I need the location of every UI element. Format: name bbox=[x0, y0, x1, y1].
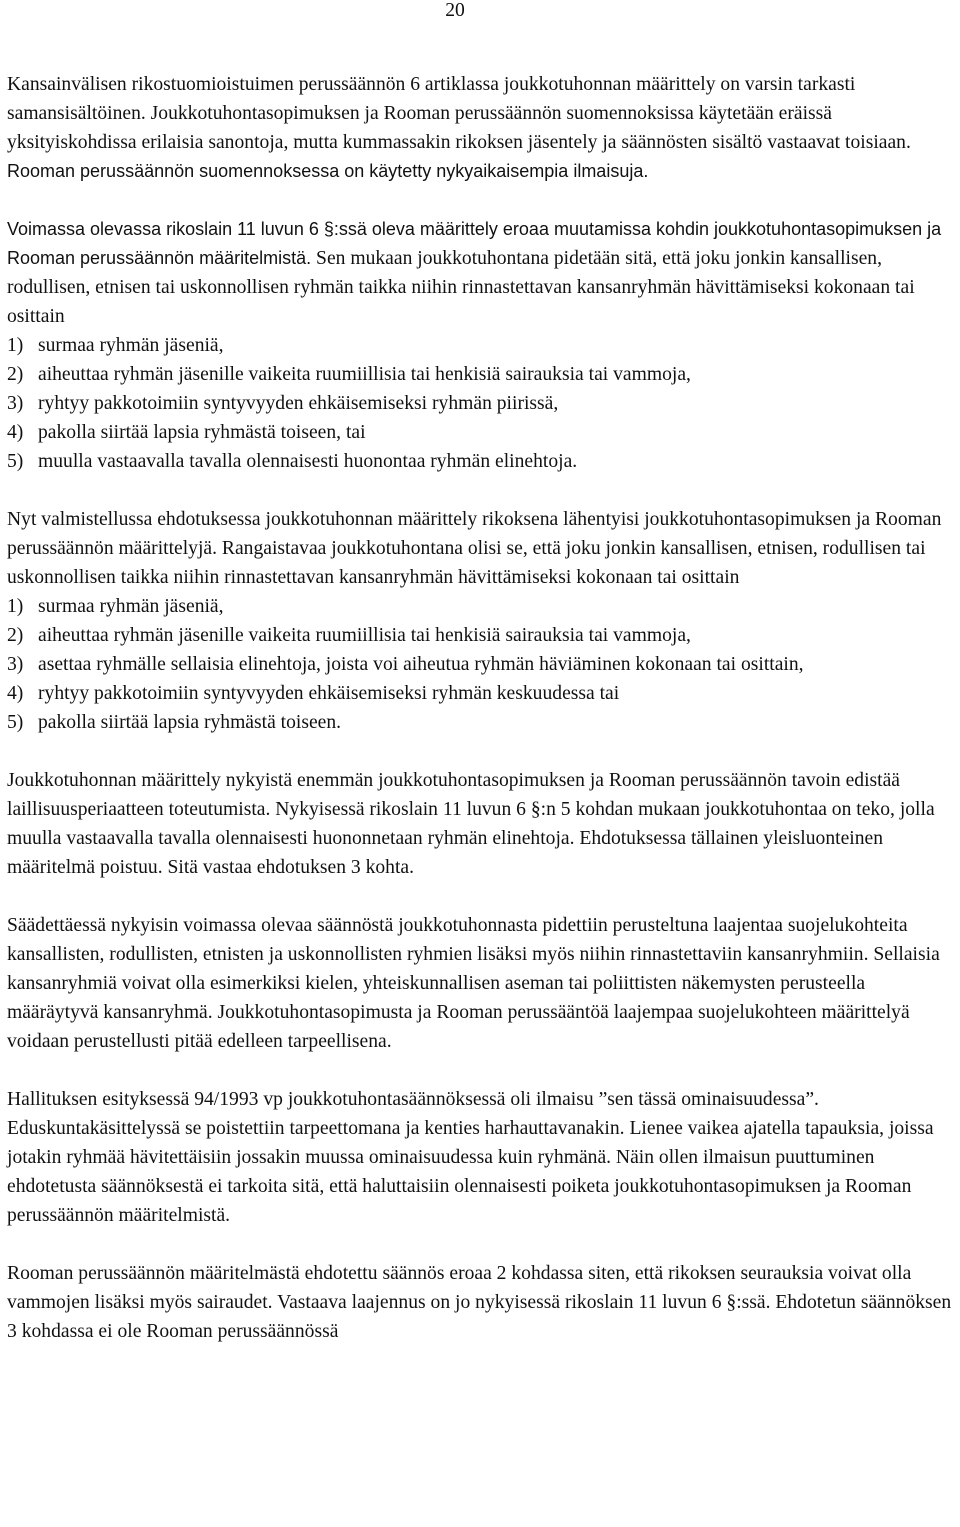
list-item bbox=[7, 360, 955, 389]
list-item-text: ryhtyy pakkotoimiin syntyvyyden ehkäisemiseksi ryhmän keskuudessa tai bbox=[38, 683, 620, 704]
list-item bbox=[7, 389, 955, 418]
paragraph-6: Hallituksen esityksessä 94/1993 vp joukkotuhontasäännöksessä oli ilmaisu ”sen tässä ominaisuudessa”. Eduskuntakäsittelyssä se poistettiin tarpeettomana ja kenties harhauttavanakin. Lienee vaikea ajatella tapauksia, joissa jotakin ryhmää hävitettäisiin jossakin muussa ominaisuudessa kuin ryhmänä. Näin ollen ilmaisun puuttuminen ehdotetusta säännöksestä ei tarkoita sitä, että haluttaisiin olennaisesti poiketa joukkotuhontasopimuksen ja Rooman perussäännön määritelmistä. bbox=[7, 1089, 934, 1226]
list-item bbox=[7, 592, 955, 621]
document-body bbox=[7, 70, 955, 1346]
list-item-number: 5) bbox=[7, 712, 24, 733]
list-item-number: 4) bbox=[7, 683, 24, 704]
list-item-number: 2) bbox=[7, 364, 24, 385]
list-item-number: 3) bbox=[7, 393, 24, 414]
list-item-number: 5) bbox=[7, 451, 24, 472]
list-item-text: surmaa ryhmän jäseniä, bbox=[38, 596, 224, 617]
paragraph-4: Joukkotuhonnan määrittely nykyistä enemmän joukkotuhontasopimuksen ja Rooman perussäännön tavoin edistää laillisuusperiaatteen toteutumista. Nykyisessä rikoslain 11 luvun 6 §:n 5 kohdan mukaan joukkotuhontaa on teko, jolla muulla vastaavalla tavalla olennaisesti huononnetaan ryhmän elinehtoja. Ehdotuksessa tällainen yleisluonteinen määritelmä poistuu. Sitä vastaa ehdotuksen 3 kohta. bbox=[7, 770, 935, 878]
list-item bbox=[7, 331, 955, 360]
page-number: 20 bbox=[445, 0, 465, 21]
list-item bbox=[7, 708, 955, 737]
paragraph-7: Rooman perussäännön määritelmästä ehdotettu säännös eroaa 2 kohdassa siten, että rikoksen seurauksia voivat olla vammojen lisäksi myös sairaudet. Vastaava laajennus on jo nykyisessä rikoslain 11 luvun 6 §:ssä. Ehdotetun säännöksen 3 kohdassa ei ole Rooman perussäännössä bbox=[7, 1263, 952, 1342]
list-item-number: 4) bbox=[7, 422, 24, 443]
list-item-text: aiheuttaa ryhmän jäsenille vaikeita ruumiillisia tai henkisiä sairauksia tai vammoja, bbox=[38, 364, 691, 385]
list-item-number: 2) bbox=[7, 625, 24, 646]
proposal-list bbox=[7, 592, 955, 737]
list-item-number: 1) bbox=[7, 335, 24, 356]
list-item bbox=[7, 650, 955, 679]
list-item-text: pakolla siirtää lapsia ryhmästä toiseen. bbox=[38, 712, 342, 733]
paragraph-3: Nyt valmistellussa ehdotuksessa joukkotuhonnan määrittely rikoksena lähentyisi joukkotuhontasopimuksen ja Rooman perussäännön määrittelyjä. Rangaistavaa joukkotuhontana olisi se, että joku jonkin kansallisen, etnisen, rodullisen tai uskonnollisen taikka niihin rinnastettavan kansanryhmän hävittämiseksi kokonaan tai osittain bbox=[7, 509, 942, 588]
list-item bbox=[7, 418, 955, 447]
list-item bbox=[7, 679, 955, 708]
paragraph-1 bbox=[7, 70, 955, 186]
list-item bbox=[7, 621, 955, 650]
list-item-number: 1) bbox=[7, 596, 24, 617]
paragraph-2 bbox=[7, 215, 955, 331]
paragraph-2-sans-text: Voimassa olevassa rikoslain 11 luvun 6 §:ssä oleva määrittely eroaa muutamissa kohdin joukkotuhontasopimuksen ja Rooman perussäännön määritelmistä. bbox=[7, 219, 942, 268]
list-item-text: aiheuttaa ryhmän jäsenille vaikeita ruumiillisia tai henkisiä sairauksia tai vammoja, bbox=[38, 625, 691, 646]
list-item-text: muulla vastaavalla tavalla olennaisesti huonontaa ryhmän elinehtoja. bbox=[38, 451, 578, 472]
paragraph-2-serif-text: Sen mukaan joukkotuhontana pidetään sitä, että joku jonkin kansallisen, rodullisen, etnisen tai uskonnollisen ryhmän taikka niihin rinnastettavan kansanryhmän hävittämiseksi kokonaan tai osittain bbox=[7, 248, 915, 327]
list-item-text: pakolla siirtää lapsia ryhmästä toiseen, tai bbox=[38, 422, 366, 443]
list-item-number: 3) bbox=[7, 654, 24, 675]
paragraph-5: Säädettäessä nykyisin voimassa olevaa säännöstä joukkotuhonnasta pidettiin perusteltuna laajentaa suojelukohteita kansallisten, rodullisten, etnisten ja uskonnollisten ryhmien lisäksi myös niihin rinnastettaviin kansanryhmiin. Sellaisia kansanryhmiä voivat olla esimerkiksi kielen, yhteiskunnallisen aseman tai poliittisten näkemysten perusteella määräytyvä kansanryhmä. Joukkotuhontasopimusta ja Rooman perussääntöä laajempaa suojelukohteen määrittelyä voidaan perustellusti pitää edelleen tarpeellisena. bbox=[7, 915, 940, 1052]
list-item-text: surmaa ryhmän jäseniä, bbox=[38, 335, 224, 356]
list-item-text: asettaa ryhmälle sellaisia elinehtoja, joista voi aiheutua ryhmän häviäminen kokonaan tai osittain, bbox=[38, 654, 804, 675]
list-item bbox=[7, 447, 955, 476]
paragraph-1-serif-text: Kansainvälisen rikostuomioistuimen perussäännön 6 artiklassa joukkotuhonnan määrittely on varsin tarkasti samansisältöinen. Joukkotuhontasopimuksen ja Rooman perussäännön suomennoksissa käytetään eräissä yksityiskohdissa erilaisia sanontoja, mutta kummassakin rikoksen jäsentely ja säännösten sisältö vastaavat toisiaan. bbox=[7, 74, 911, 153]
list-item-text: ryhtyy pakkotoimiin syntyvyyden ehkäisemiseksi ryhmän piirissä, bbox=[38, 393, 559, 414]
current-law-list bbox=[7, 331, 955, 476]
paragraph-1-sans-text: Rooman perussäännön suomennoksessa on käytetty nykyaikaisempia ilmaisuja. bbox=[7, 161, 649, 181]
